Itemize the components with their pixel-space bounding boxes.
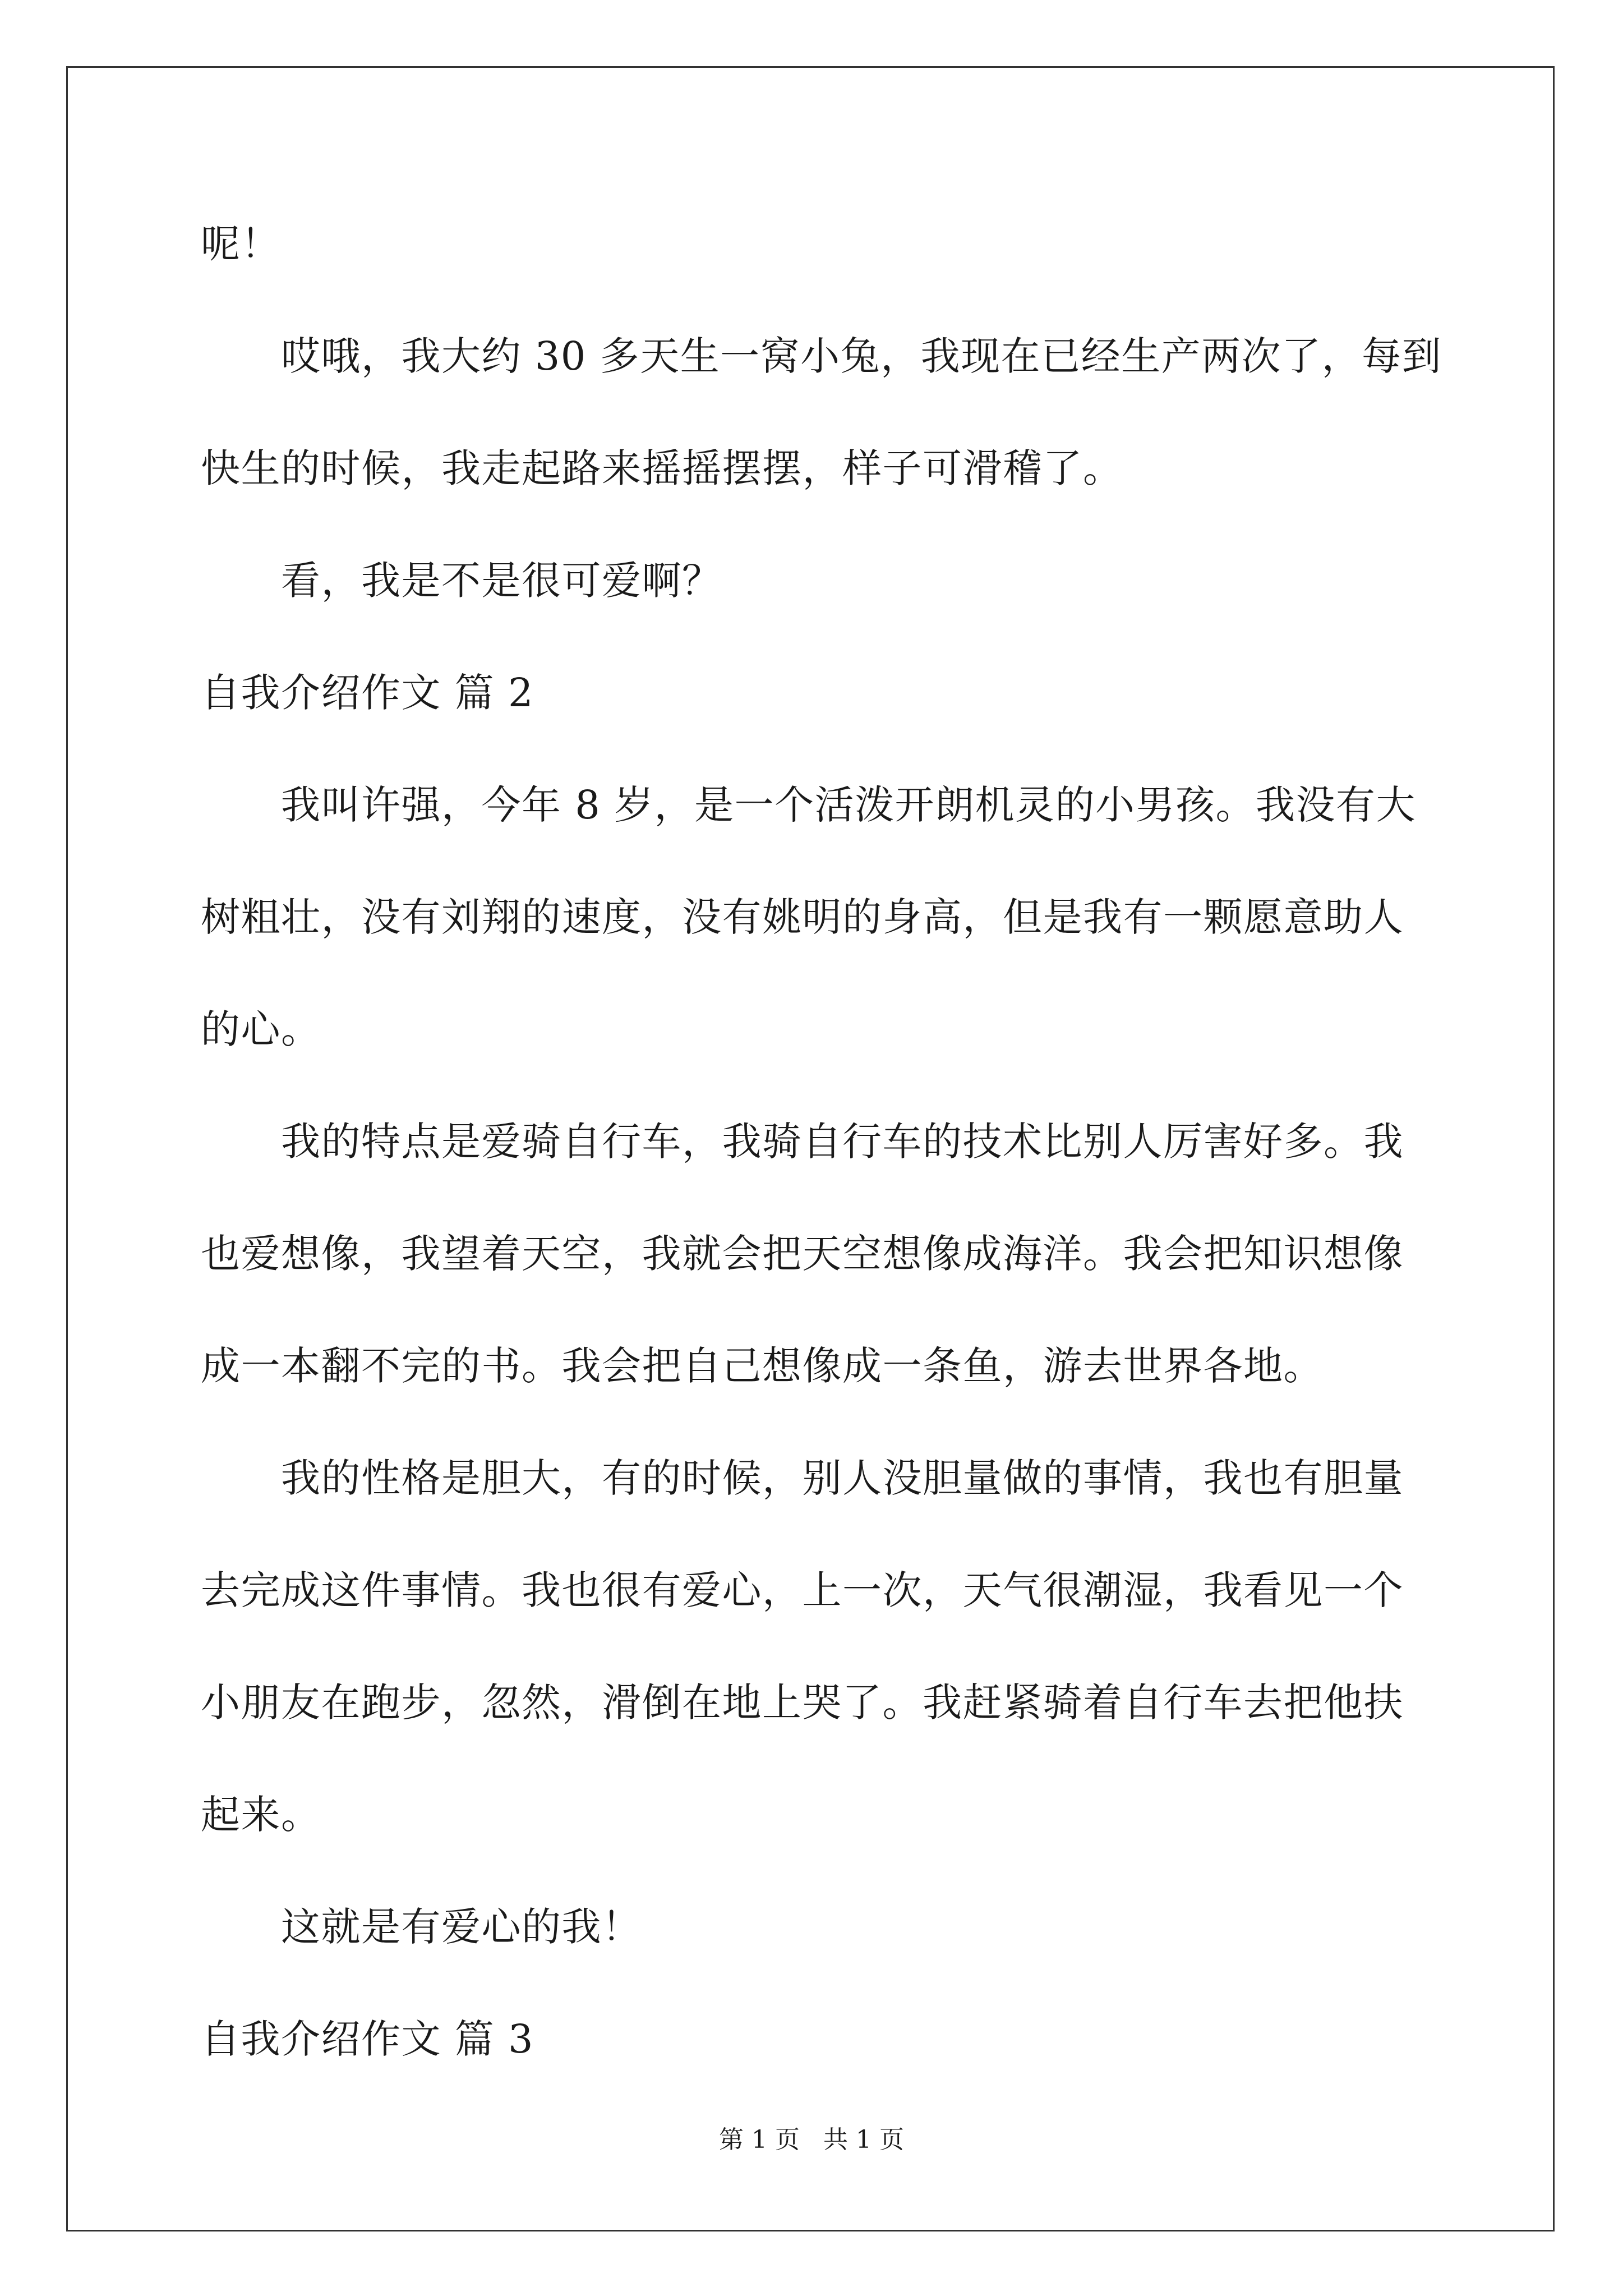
paragraph-line: 看，我是不是很可爱啊？ (201, 558, 722, 604)
paragraph-line: 起来。 (201, 1792, 321, 1838)
section-heading: 自我介绍作文 篇 2 (201, 670, 534, 716)
paragraph-line: 我叫许强，今年 8 岁，是一个活泼开朗机灵的小男孩。我没有大 (201, 782, 1417, 828)
paragraph-line: 的心。 (201, 1006, 321, 1052)
paragraph-line: 我的性格是胆大，有的时候，别人没胆量做的事情，我也有胆量 (201, 1455, 1404, 1501)
section-heading: 自我介绍作文 篇 3 (201, 2016, 534, 2062)
paragraph-line: 这就是有爱心的我！ (201, 1904, 642, 1950)
page-footer: 第 1 页 共 1 页 (719, 2125, 904, 2154)
paragraph-line: 快生的时候，我走起路来摇摇摆摆，样子可滑稽了。 (201, 445, 1123, 491)
paragraph-line: 去完成这件事情。我也很有爱心，上一次，天气很潮湿，我看见一个 (201, 1567, 1404, 1613)
paragraph-line: 也爱想像，我望着天空，我就会把天空想像成海洋。我会把知识想像 (201, 1231, 1404, 1277)
paragraph-line: 小朋友在跑步，忽然，滑倒在地上哭了。我赶紧骑着自行车去把他扶 (201, 1680, 1404, 1726)
paragraph-line: 成一本翻不完的书。我会把自己想像成一条鱼，游去世界各地。 (201, 1343, 1324, 1389)
paragraph-line: 树粗壮，没有刘翔的速度，没有姚明的身高，但是我有一颗愿意助人 (201, 894, 1404, 940)
paragraph-line: 我的特点是爱骑自行车，我骑自行车的技术比别人厉害好多。我 (201, 1119, 1404, 1165)
paragraph-line: 哎哦，我大约 30 多天生一窝小兔，我现在已经生产两次了，每到 (201, 333, 1442, 379)
text-line: 呢！ (201, 221, 281, 267)
